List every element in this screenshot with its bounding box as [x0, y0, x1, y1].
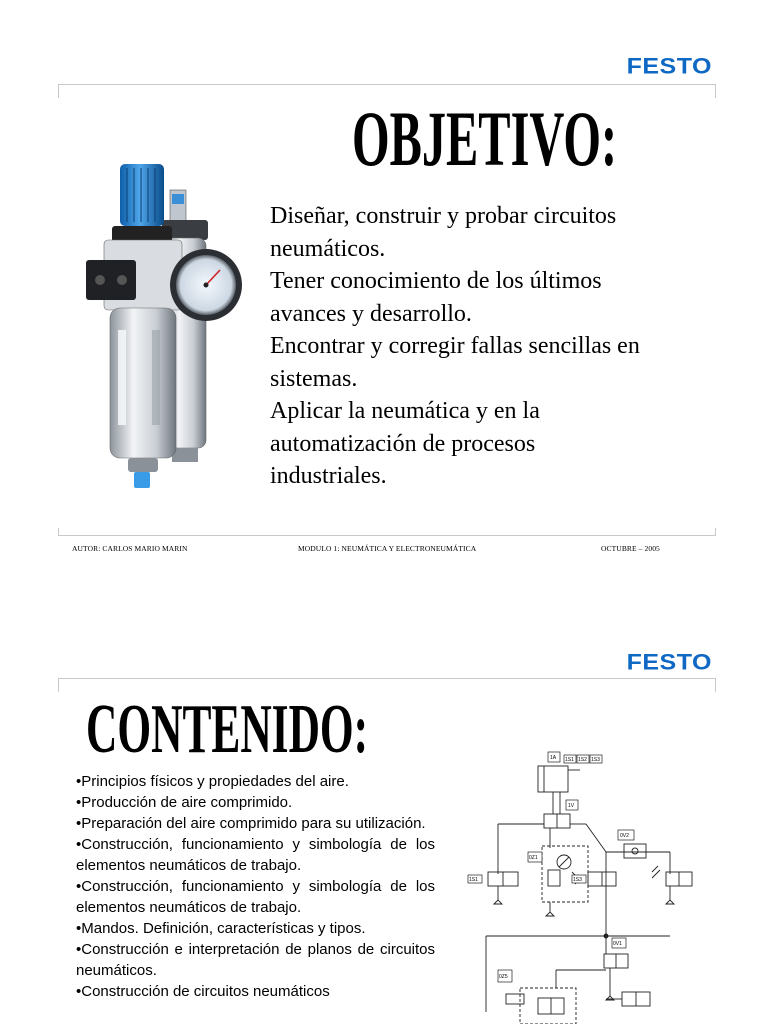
objective-line: automatización de procesos	[270, 430, 536, 457]
diagram-label: 1V	[568, 803, 575, 809]
diagram-label: 0Z5	[499, 974, 508, 980]
objective-line: avances y desarrollo.	[270, 300, 472, 327]
section-title: CONTENIDO:	[86, 691, 369, 768]
objective-line: industriales.	[270, 463, 387, 489]
frame-top-line	[58, 678, 716, 679]
list-item: •Construcción, funcionamiento y simbología de los elementos neumáticos de trabajo.	[76, 836, 435, 874]
objective-line: Tener conocimiento de los últimos	[270, 268, 602, 294]
diagram-label: 1S3	[573, 877, 582, 883]
pneumatic-circuit-diagram	[466, 748, 706, 1024]
objective-line: sistemas.	[270, 365, 358, 392]
objective-line: neumáticos.	[270, 235, 386, 262]
diagram-label: 1S3	[591, 757, 600, 763]
list-item: •Mandos. Definición, características y tipos.	[76, 920, 366, 937]
diagram-label: 1S1	[565, 757, 574, 763]
frame-corner-left	[58, 678, 59, 692]
frame-corner-right	[715, 678, 716, 692]
frame-bottom-line	[58, 535, 716, 536]
objectives-text	[270, 200, 710, 493]
filter-regulator-image	[82, 160, 252, 495]
diagram-label: 1S1	[469, 877, 478, 883]
frame-corner-bl	[58, 528, 59, 536]
objective-line: Diseñar, construir y probar circuitos	[270, 203, 617, 229]
frame-corner-br	[715, 528, 716, 536]
page-title: OBJETIVO:	[352, 95, 618, 182]
footer-date: OCTUBRE – 2005	[601, 544, 660, 553]
list-item: •Preparación del aire comprimido para su utilización.	[76, 815, 426, 832]
list-item: •Principios físicos y propiedades del aire.	[76, 773, 349, 790]
festo-logo: FESTO	[626, 54, 712, 79]
diagram-label: 0V2	[620, 833, 629, 839]
objective-line: Aplicar la neumática y en la	[270, 398, 540, 424]
frame-top-line	[58, 84, 716, 85]
diagram-label: 0V1	[613, 941, 622, 947]
diagram-label: 1A	[550, 755, 557, 761]
contents-list	[76, 771, 435, 1002]
frame-corner-right	[715, 84, 716, 98]
list-item: •Construcción e interpretación de planos de circuitos neumáticos.	[76, 941, 435, 979]
objective-line: Encontrar y corregir fallas sencillas en	[270, 333, 640, 359]
footer-author: AUTOR: CARLOS MARIO MARIN	[72, 544, 188, 553]
footer-module: MODULO 1: NEUMÁTICA Y ELECTRONEUMÁTICA	[298, 544, 477, 553]
list-item: •Construcción de circuitos neumáticos	[76, 983, 330, 1000]
list-item: •Producción de aire comprimido.	[76, 794, 293, 811]
diagram-label: 0Z1	[529, 855, 538, 861]
diagram-label: 1S2	[578, 757, 587, 763]
list-item: •Construcción, funcionamiento y simbología de los elementos neumáticos de trabajo.	[76, 878, 435, 916]
frame-corner-left	[58, 84, 59, 98]
festo-logo: FESTO	[626, 650, 712, 675]
